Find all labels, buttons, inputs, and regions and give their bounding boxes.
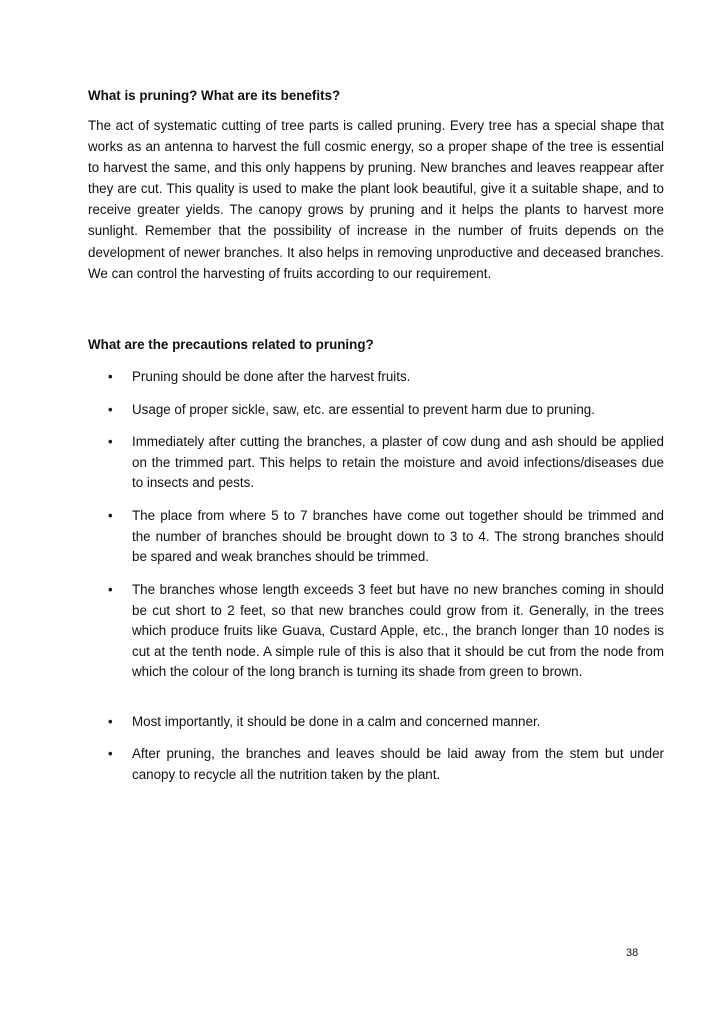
section-heading-precautions: What are the precautions related to pruning? xyxy=(88,337,374,352)
list-item xyxy=(108,367,664,388)
list-item xyxy=(108,506,664,568)
list-item xyxy=(108,580,664,683)
list-item xyxy=(108,400,664,421)
list-item-text: After pruning, the branches and leaves should be laid away from the stem but under canopy to recycle all the nutrition taken by the plant. xyxy=(132,746,664,782)
list-item-text: Most importantly, it should be done in a calm and concerned manner. xyxy=(132,714,541,729)
list-item-text: The branches whose length exceeds 3 feet but have no new branches coming in should be cut short to 2 feet, so that new branches could grow from it. Generally, in the trees which produce fruits like Guava, Custard Apple, etc., the branch longer than 10 nodes is cut at the tenth node. A simple rule of this is also that it should be cut from the node from which the colour of the long branch is turning its shade from green to brown. xyxy=(132,582,664,679)
list-item-text: The place from where 5 to 7 branches have come out together should be trimmed and the number of branches should be brought down to 3 to 4. The strong branches should be spared and weak branches should be trimmed. xyxy=(132,508,664,564)
list-item-text: Usage of proper sickle, saw, etc. are essential to prevent harm due to pruning. xyxy=(132,402,595,417)
bullet-icon: • xyxy=(108,369,113,384)
bullet-icon: • xyxy=(108,402,113,417)
benefits-paragraph: The act of systematic cutting of tree parts is called pruning. Every tree has a special shape that works as an antenna to harvest the full cosmic energy, so a proper shape of the tree is essential to harvest the same, and this only happens by pruning. New branches and leaves reappear after they are cut. This quality is used to make the plant look beautiful, give it a suitable shape, and to receive greater yields. The canopy grows by pruning and it helps the plants to harvest more sunlight. Remember that the possibility of increase in the number of fruits depends on the development of newer branches. It also helps in removing unproductive and deceased branches. We can control the harvesting of fruits according to our requirement. xyxy=(88,118,664,281)
list-item xyxy=(108,712,664,733)
bullet-icon: • xyxy=(108,508,113,523)
page-number: 38 xyxy=(626,947,639,959)
list-item xyxy=(108,432,664,494)
list-item-text: Pruning should be done after the harvest fruits. xyxy=(132,369,411,384)
bullet-icon: • xyxy=(108,434,113,449)
section-heading-benefits: What is pruning? What are its benefits? xyxy=(88,88,341,103)
list-item xyxy=(108,744,664,785)
bullet-icon: • xyxy=(108,714,113,729)
bullet-icon: • xyxy=(108,582,113,597)
list-item-text: Immediately after cutting the branches, a plaster of cow dung and ash should be applied on the trimmed part. This helps to retain the moisture and avoid infections/diseases due to insects and pests. xyxy=(132,434,664,490)
bullet-icon: • xyxy=(108,746,113,761)
